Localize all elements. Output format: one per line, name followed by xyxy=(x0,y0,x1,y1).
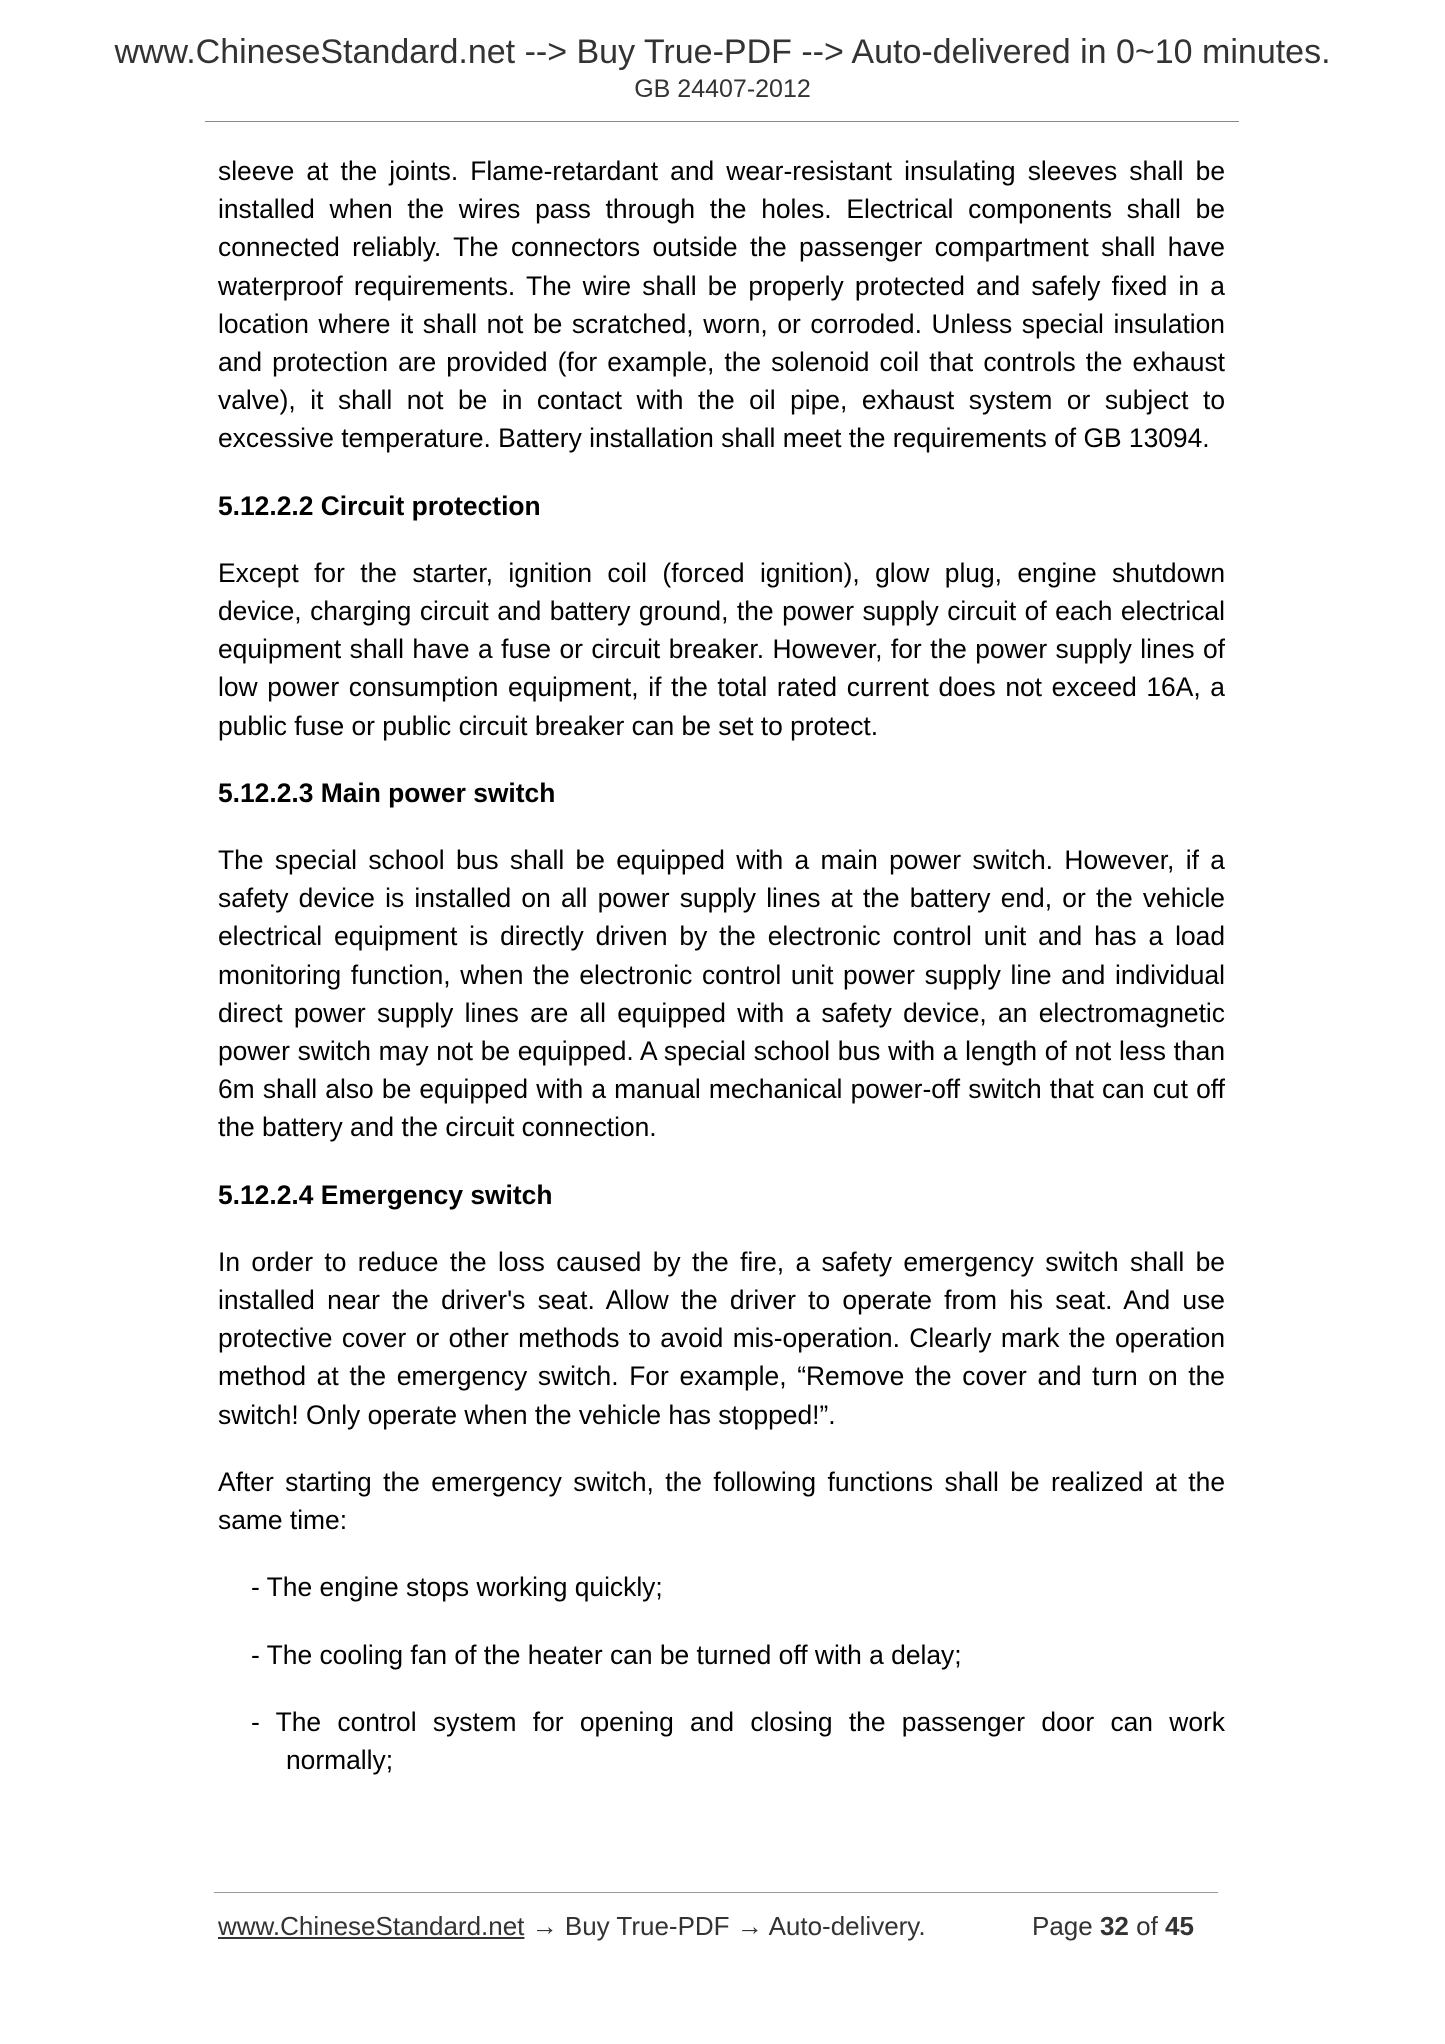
paragraph-emergency-switch: In order to reduce the loss caused by the fire, a safety emergency switch shall be installed near the driver's seat. Allow the driver to operate from his seat. And use protective cover or other methods to avoid mis-operation. Clearly mark the operation method at the emergency switch. For example, “Remove the cover and turn on the switch! Only operate when the vehicle has stopped!”. xyxy=(218,1246,1225,1430)
page-label: Page xyxy=(1032,1911,1093,1941)
total-pages: 45 xyxy=(1165,1911,1194,1941)
of-label: of xyxy=(1136,1911,1158,1941)
site-banner: www.ChineseStandard.net --> Buy True-PDF --> Auto-delivered in 0~10 minutes. xyxy=(114,33,1331,71)
header-divider xyxy=(205,121,1239,122)
page-number: 32 xyxy=(1099,1911,1129,1941)
paragraph-circuit-protection: Except for the starter, ignition coil (forced ignition), glow plug, engine shutdown device, charging circuit and battery ground, the power supply circuit of each electrical equipment shall have a fuse or circuit breaker. However, for the power supply lines of low power consumption equipment, if the total rated current does not exceed 16A, a public fuse or public circuit breaker can be set to protect. xyxy=(218,557,1225,741)
footer-tagline: → Buy True-PDF → Auto-delivery. xyxy=(524,1911,926,1941)
paragraph-wiring: sleeve at the joints. Flame-retardant and wear-resistant insulating sleeves shall be installed when the wires pass through the holes. Electrical components shall be connected reliably. The connectors outside the passenger compartment shall have waterproof requirements. The wire shall be properly protected and safely fixed in a location where it shall not be scratched, worn, or corroded. Unless special insulation and protection are provided (for example, the solenoid coil that controls the exhaust valve), it shall not be in contact with the oil pipe, exhaust system or subject to excessive temperature. Battery installation shall meet the requirements of GB 13094. xyxy=(218,156,1225,454)
list-item: - The cooling fan of the heater can be turned off with a delay; xyxy=(251,1639,962,1670)
document-body xyxy=(218,152,1225,1808)
heading-circuit-protection: 5.12.2.2 Circuit protection xyxy=(218,490,541,521)
list-item: - The control system for opening and closing the passenger door can work normally; xyxy=(251,1706,1225,1775)
heading-main-power-switch: 5.12.2.3 Main power switch xyxy=(218,777,556,808)
footer-promo xyxy=(218,1910,926,1942)
paragraph-main-power-switch: The special school bus shall be equipped with a main power switch. However, if a safety device is installed on all power supply lines at the battery end, or the vehicle electrical equipment is directly driven by the electronic control unit and has a load monitoring function, when the electronic control unit power supply line and individual direct power supply lines are all equipped with a safety device, an electromagnetic power switch may not be equipped. A special school bus with a length of not less than 6m shall also be equipped with a manual mechanical power-off switch that can cut off the battery and the circuit connection. xyxy=(218,845,1225,1143)
footer-divider xyxy=(214,1892,1218,1893)
list-item: - The engine stops working quickly; xyxy=(251,1572,663,1603)
standard-code: GB 24407-2012 xyxy=(634,75,811,103)
heading-emergency-switch: 5.12.2.4 Emergency switch xyxy=(218,1179,553,1210)
paragraph-functions-intro: After starting the emergency switch, the following functions shall be realized at the same time: xyxy=(218,1466,1225,1536)
footer-site-link[interactable]: www.ChineseStandard.net xyxy=(218,1911,525,1941)
page-indicator xyxy=(1032,1910,1194,1942)
